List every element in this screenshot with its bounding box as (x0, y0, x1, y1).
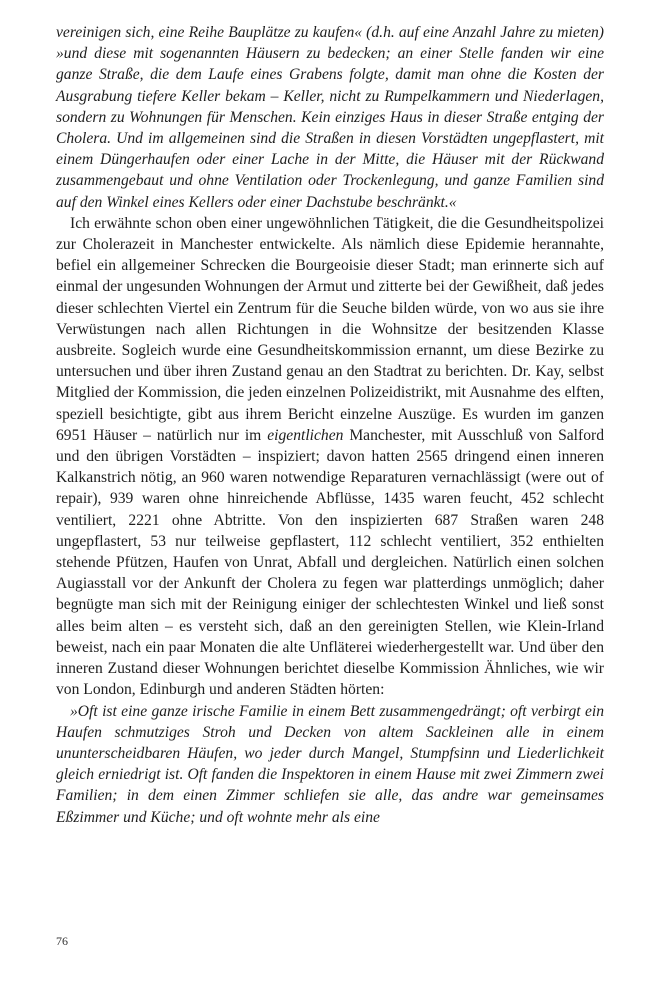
quote-continuation-paragraph: vereinigen sich, eine Reihe Bauplätze zu kaufen« (d.h. auf eine Anzahl Jahre zu mieten) »und diese mit sogenannten Häusern zu bedecken; an einer Stelle fanden wir eine ganze Straße, die dem Laufe eines Grabens folgte, damit man ohne die Kosten der Ausgrabung tiefere Keller bekam – Keller, nicht zu Rumpelkammern und Niederlagen, sondern zu Wohnungen für Menschen. Kein einziges Haus in dieser Straße entging der Cholera. Und im allgemeinen sind die Straßen in diesen Vorstädten ungepflastert, mit einem Düngerhaufen oder einer Lache in der Mitte, die Häuser mit der Rückwand zusammengebaut und ohne Ventilation oder Trockenlegung, und ganze Familien sind auf den Winkel eines Kellers oder einer Dachstube beschränkt.« (56, 24, 604, 211)
emphasized-word: eigentlichen (267, 426, 344, 444)
page-number: 76 (56, 934, 68, 948)
page-text (56, 22, 604, 828)
body-text-part-2: Manchester, mit Ausschluß von Salford und den übrigen Vorstädten – inspiziert; davon hatten 2565 dringend einen inneren Kalkanstrich nötig, an 960 waren notwendige Reparaturen vernachlässigt (were out of repair), 939 waren ohne hinreichende Abflüsse, 1435 waren feucht, 452 schlecht ventiliert, 2221 ohne Abtritte. Von den inspizierten 687 Straßen waren 248 ungepflastert, 53 nur teilweise gepflastert, 112 schlecht ventiliert, 352 enthielten stehende Pfützen, Haufen von Unrat, Abfall und dergleichen. Natürlich einen solchen Augiasstall vor der Ankunft der Cholera zu fegen war platterdings unmöglich; daher begnügte man sich mit der Reinigung einiger der schlechtesten Winkel und ließ sonst alles beim alten – es versteht sich, daß an den gereinigten Stellen, wie Klein-Irland beweist, nach ein paar Monaten die alte Unfläterei wiederhergestellt war. Und über den inneren Zustand dieser Wohnungen berichtet dieselbe Kommission Ähnliches, wie wir von London, Edinburgh und anderen Städten hörten: (56, 426, 604, 699)
closing-quote-paragraph: »Oft ist eine ganze irische Familie in einem Bett zusammengedrängt; oft verbirgt ein Haufen schmutziges Stroh und Decken von altem Sackleinen alle in einem ununterscheidbaren Häufen, wo jeder durch Mangel, Stumpfsinn und Liederlichkeit gleich erniedrigt ist. Oft fanden die Inspektoren in einem Hause mit zwei Zimmern zwei Familien; in dem einen Zimmer schliefen sie alle, das andre war gemeinsames Eßzimmer und Küche; und oft wohnte mehr als eine (56, 702, 604, 826)
body-text-part-1: Ich erwähnte schon oben einer ungewöhnlichen Tätigkeit, die die Gesundheitspolizei zur Cholerazeit in Manchester entwickelte. Als nämlich diese Epidemie herannahte, befiel ein allgemeiner Schrecken die Bourgeoisie dieser Stadt; man erinnerte sich auf einmal der ungesunden Wohnungen der Armut und zitterte bei der Gewißheit, daß jedes dieser schlechten Viertel ein Zentrum für die Seuche bilden würde, von wo aus sie ihre Verwüstungen nach allen Richtungen in die Wohnsitze der besitzenden Klasse ausbreite. Sogleich wurde eine Gesundheitskommission ernannt, um diese Bezirke zu untersuchen und über ihren Zustand genau an den Stadtrat zu berichten. Dr. Kay, selbst Mitglied der Kommission, die jeden einzelnen Polizeidistrikt, mit Ausnahme des elften, speziell besichtigte, gibt aus ihrem Bericht einzelne Auszüge. Es wurden im ganzen 6951 Häuser – natürlich nur im (56, 214, 604, 444)
body-paragraph (56, 213, 604, 701)
